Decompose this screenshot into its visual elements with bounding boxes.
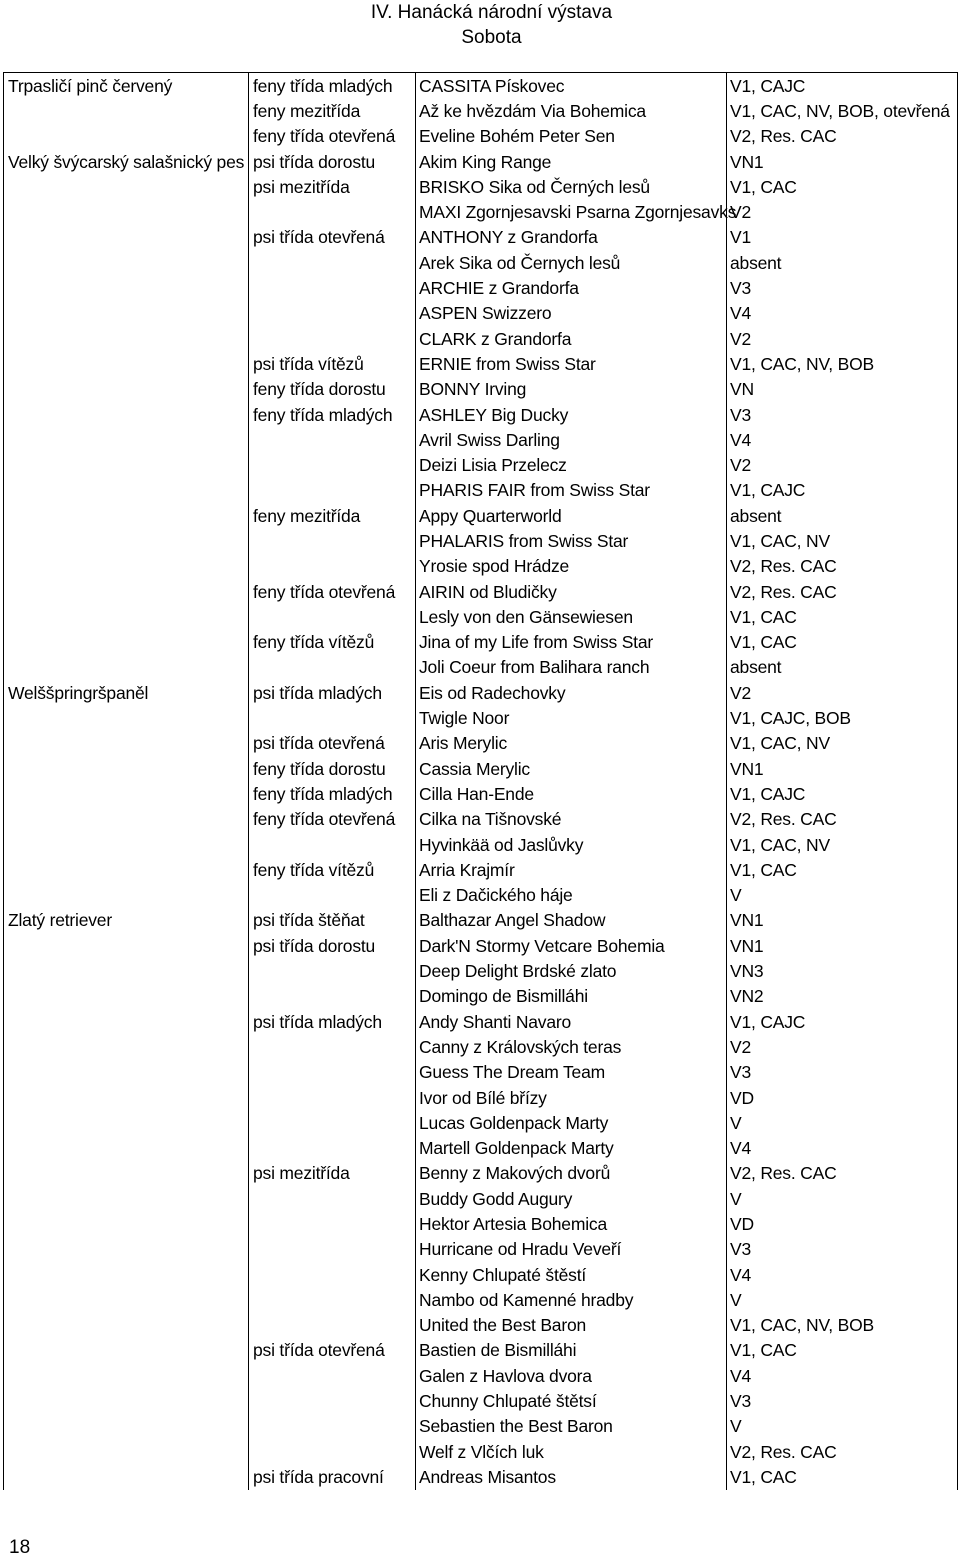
table-row (4, 958, 958, 983)
table-row (4, 705, 958, 730)
dog-name-cell: CLARK z Grandorfa (416, 326, 727, 351)
breed-cell (4, 984, 249, 1009)
table-row (4, 1085, 958, 1110)
class-cell: psi třída pracovní (249, 1464, 416, 1489)
table-row (4, 1388, 958, 1413)
class-cell (249, 478, 416, 503)
breed-cell: Zlatý retriever (4, 908, 249, 933)
table-row (4, 731, 958, 756)
class-cell (249, 1110, 416, 1135)
dog-name-cell: Deep Delight Brdské zlato (416, 958, 727, 983)
class-cell: psi mezitřída (249, 1161, 416, 1186)
dog-name-cell: Domingo de Bismilláhi (416, 984, 727, 1009)
dog-name-cell: Eis od Radechovky (416, 680, 727, 705)
class-cell (249, 604, 416, 629)
breed-cell (4, 225, 249, 250)
dog-name-cell: Dark'N Stormy Vetcare Bohemia (416, 933, 727, 958)
breed-cell (4, 1009, 249, 1034)
breed-cell (4, 275, 249, 300)
result-cell: absent (727, 655, 958, 680)
class-cell: feny mezitřída (249, 503, 416, 528)
table-row (4, 377, 958, 402)
table-row (4, 478, 958, 503)
class-cell: feny třída vítězů (249, 857, 416, 882)
dog-name-cell: Kenny Chlupaté štěstí (416, 1262, 727, 1287)
table-row (4, 630, 958, 655)
breed-cell (4, 630, 249, 655)
class-cell: feny třída otevřená (249, 579, 416, 604)
class-cell: psi mezitřída (249, 174, 416, 199)
result-cell: V1, CAJC, BOB (727, 705, 958, 730)
class-cell (249, 1313, 416, 1338)
result-cell: VN1 (727, 149, 958, 174)
dog-name-cell: Buddy Godd Augury (416, 1186, 727, 1211)
breed-cell (4, 958, 249, 983)
table-row (4, 1464, 958, 1489)
dog-name-cell: United the Best Baron (416, 1313, 727, 1338)
result-cell: V (727, 1110, 958, 1135)
class-cell: psi třída otevřená (249, 225, 416, 250)
dog-name-cell: ARCHIE z Grandorfa (416, 275, 727, 300)
dog-name-cell: Hurricane od Hradu Veveří (416, 1237, 727, 1262)
table-row (4, 1287, 958, 1312)
dog-name-cell: Benny z Makových dvorů (416, 1161, 727, 1186)
result-cell: V4 (727, 1363, 958, 1388)
breed-cell (4, 1414, 249, 1439)
page-number: 18 (9, 1537, 31, 1558)
result-cell: V4 (727, 301, 958, 326)
breed-cell (4, 427, 249, 452)
table-row (4, 301, 958, 326)
result-cell: V2 (727, 452, 958, 477)
breed-cell (4, 604, 249, 629)
page-title: IV. Hanácká národní výstava (370, 2, 613, 23)
dog-name-cell: ASHLEY Big Ducky (416, 402, 727, 427)
breed-cell (4, 1262, 249, 1287)
breed-cell (4, 1464, 249, 1489)
class-cell (249, 1034, 416, 1059)
table-row (4, 832, 958, 857)
table-row (4, 1414, 958, 1439)
dog-name-cell: Yrosie spod Hrádze (416, 554, 727, 579)
breed-cell (4, 1060, 249, 1085)
breed-cell (4, 503, 249, 528)
result-cell: VN2 (727, 984, 958, 1009)
table-row (4, 908, 958, 933)
table-row (4, 680, 958, 705)
dog-name-cell: Arria Krajmír (416, 857, 727, 882)
result-cell: V4 (727, 1262, 958, 1287)
breed-cell (4, 1439, 249, 1464)
breed-cell (4, 199, 249, 224)
class-cell: psi třída mladých (249, 680, 416, 705)
results-body (4, 73, 958, 1490)
class-cell (249, 528, 416, 553)
dog-name-cell: Twigle Noor (416, 705, 727, 730)
breed-cell (4, 250, 249, 275)
breed-cell (4, 781, 249, 806)
result-cell: V2 (727, 680, 958, 705)
table-row (4, 1034, 958, 1059)
result-cell: V3 (727, 275, 958, 300)
dog-name-cell: Avril Swiss Darling (416, 427, 727, 452)
result-cell: V2 (727, 326, 958, 351)
class-cell (249, 1237, 416, 1262)
class-cell (249, 1363, 416, 1388)
breed-cell (4, 124, 249, 149)
result-cell: VD (727, 1211, 958, 1236)
class-cell: psi třída dorostu (249, 149, 416, 174)
table-row (4, 1009, 958, 1034)
dog-name-cell: PHALARIS from Swiss Star (416, 528, 727, 553)
result-cell: V4 (727, 1135, 958, 1160)
table-row (4, 554, 958, 579)
result-cell: V2, Res. CAC (727, 1161, 958, 1186)
result-cell: V (727, 1287, 958, 1312)
table-row (4, 604, 958, 629)
breed-cell: Welššpringršpaněl (4, 680, 249, 705)
dog-name-cell: BONNY Irving (416, 377, 727, 402)
class-cell: psi třída dorostu (249, 933, 416, 958)
class-cell: psi třída otevřená (249, 1338, 416, 1363)
class-cell (249, 832, 416, 857)
table-row (4, 1338, 958, 1363)
result-cell: V3 (727, 402, 958, 427)
class-cell: feny třída otevřená (249, 124, 416, 149)
class-cell (249, 705, 416, 730)
dog-name-cell: Až ke hvězdám Via Bohemica (416, 98, 727, 123)
dog-name-cell: Lesly von den Gänsewiesen (416, 604, 727, 629)
result-cell: V (727, 1186, 958, 1211)
class-cell: psi třída mladých (249, 1009, 416, 1034)
class-cell: psi třída vítězů (249, 351, 416, 376)
breed-cell (4, 857, 249, 882)
dog-name-cell: AIRIN od Bludičky (416, 579, 727, 604)
breed-cell (4, 933, 249, 958)
table-row (4, 528, 958, 553)
result-cell: V1 (727, 225, 958, 250)
breed-cell (4, 731, 249, 756)
table-row (4, 579, 958, 604)
page-header (0, 0, 960, 50)
result-cell: VD (727, 1085, 958, 1110)
table-row (4, 124, 958, 149)
result-cell: V1, CAC (727, 174, 958, 199)
breed-cell (4, 1135, 249, 1160)
result-cell: VN1 (727, 933, 958, 958)
result-cell: V1, CAC (727, 604, 958, 629)
dog-name-cell: Nambo od Kamenné hradby (416, 1287, 727, 1312)
class-cell: feny třída mladých (249, 402, 416, 427)
table-row (4, 756, 958, 781)
breed-cell (4, 1034, 249, 1059)
table-row (4, 883, 958, 908)
result-cell: V2, Res. CAC (727, 554, 958, 579)
breed-cell (4, 326, 249, 351)
class-cell (249, 1388, 416, 1413)
dog-name-cell: Eli z Dačického háje (416, 883, 727, 908)
dog-name-cell: Andreas Misantos (416, 1464, 727, 1489)
class-cell (249, 326, 416, 351)
result-cell: V2, Res. CAC (727, 579, 958, 604)
class-cell: psi třída štěňat (249, 908, 416, 933)
result-cell: VN1 (727, 756, 958, 781)
breed-cell (4, 1110, 249, 1135)
class-cell: psi třída otevřená (249, 731, 416, 756)
result-cell: V1, CAC, NV, BOB, otevřená (727, 98, 958, 123)
class-cell (249, 984, 416, 1009)
dog-name-cell: Jina of my Life from Swiss Star (416, 630, 727, 655)
breed-cell (4, 756, 249, 781)
table-row (4, 933, 958, 958)
breed-cell: Velký švýcarský salašnický pes (4, 149, 249, 174)
dog-name-cell: ASPEN Swizzero (416, 301, 727, 326)
table-row (4, 1237, 958, 1262)
class-cell (249, 427, 416, 452)
result-cell: V1, CAC, NV, BOB (727, 1313, 958, 1338)
breed-cell (4, 402, 249, 427)
result-cell: V1, CAJC (727, 478, 958, 503)
table-row (4, 149, 958, 174)
class-cell: feny třída dorostu (249, 377, 416, 402)
dog-name-cell: Sebastien the Best Baron (416, 1414, 727, 1439)
breed-cell (4, 832, 249, 857)
table-row (4, 503, 958, 528)
class-cell: feny třída mladých (249, 73, 416, 99)
dog-name-cell: Cilka na Tišnovské (416, 807, 727, 832)
class-cell: feny třída mladých (249, 781, 416, 806)
table-row (4, 984, 958, 1009)
result-cell: V1, CAC (727, 1464, 958, 1489)
class-cell: feny třída dorostu (249, 756, 416, 781)
result-cell: V3 (727, 1388, 958, 1413)
breed-cell (4, 1186, 249, 1211)
dog-name-cell: BRISKO Sika od Černých lesů (416, 174, 727, 199)
breed-cell (4, 1287, 249, 1312)
breed-cell (4, 301, 249, 326)
result-cell: V1, CAC, NV (727, 731, 958, 756)
class-cell (249, 1211, 416, 1236)
dog-name-cell: Andy Shanti Navaro (416, 1009, 727, 1034)
result-cell: V1, CAJC (727, 1009, 958, 1034)
table-row (4, 225, 958, 250)
table-row (4, 807, 958, 832)
table-row (4, 402, 958, 427)
result-cell: V1, CAC, NV (727, 528, 958, 553)
dog-name-cell: Cilla Han-Ende (416, 781, 727, 806)
table-row (4, 655, 958, 680)
breed-cell (4, 351, 249, 376)
class-cell (249, 275, 416, 300)
dog-name-cell: Aris Merylic (416, 731, 727, 756)
result-cell: V4 (727, 427, 958, 452)
class-cell: feny třída otevřená (249, 807, 416, 832)
class-cell (249, 1135, 416, 1160)
table-row (4, 1186, 958, 1211)
class-cell (249, 250, 416, 275)
table-row (4, 1060, 958, 1085)
dog-name-cell: Hyvinkää od Jaslůvky (416, 832, 727, 857)
result-cell: V (727, 1414, 958, 1439)
result-cell: absent (727, 250, 958, 275)
class-cell: feny mezitřída (249, 98, 416, 123)
table-row (4, 781, 958, 806)
result-cell: V3 (727, 1060, 958, 1085)
table-row (4, 351, 958, 376)
dog-name-cell: ERNIE from Swiss Star (416, 351, 727, 376)
breed-cell (4, 1338, 249, 1363)
dog-name-cell: Canny z Královských teras (416, 1034, 727, 1059)
class-cell (249, 199, 416, 224)
class-cell (249, 1414, 416, 1439)
table-row (4, 1135, 958, 1160)
breed-cell (4, 579, 249, 604)
class-cell (249, 452, 416, 477)
breed-cell (4, 554, 249, 579)
dog-name-cell: Joli Coeur from Balihara ranch (416, 655, 727, 680)
result-cell: V2, Res. CAC (727, 1439, 958, 1464)
results-table (3, 72, 958, 1490)
result-cell: VN3 (727, 958, 958, 983)
result-cell: V2, Res. CAC (727, 124, 958, 149)
breed-cell (4, 377, 249, 402)
class-cell (249, 958, 416, 983)
page-subtitle: Sobota (461, 27, 522, 48)
breed-cell (4, 807, 249, 832)
dog-name-cell: Eveline Bohém Peter Sen (416, 124, 727, 149)
result-cell: VN1 (727, 908, 958, 933)
dog-name-cell: Martell Goldenpack Marty (416, 1135, 727, 1160)
result-cell: V1, CAJC (727, 73, 958, 99)
result-cell: V1, CAJC (727, 781, 958, 806)
result-cell: V1, CAC (727, 630, 958, 655)
class-cell (249, 1439, 416, 1464)
breed-cell (4, 883, 249, 908)
result-cell: VN (727, 377, 958, 402)
class-cell (249, 1085, 416, 1110)
breed-cell (4, 1161, 249, 1186)
result-cell: V2 (727, 199, 958, 224)
table-row (4, 250, 958, 275)
table-row (4, 199, 958, 224)
dog-name-cell: Chunny Chlupaté štětsí (416, 1388, 727, 1413)
dog-name-cell: Cassia Merylic (416, 756, 727, 781)
breed-cell (4, 478, 249, 503)
breed-cell (4, 1085, 249, 1110)
table-row (4, 452, 958, 477)
dog-name-cell: Galen z Havlova dvora (416, 1363, 727, 1388)
dog-name-cell: Welf z Vlčích luk (416, 1439, 727, 1464)
class-cell: feny třída vítězů (249, 630, 416, 655)
result-cell: V2, Res. CAC (727, 807, 958, 832)
breed-cell (4, 1363, 249, 1388)
dog-name-cell: Bastien de Bismilláhi (416, 1338, 727, 1363)
class-cell (249, 554, 416, 579)
result-cell: V1, CAC (727, 1338, 958, 1363)
result-cell: V1, CAC, NV, BOB (727, 351, 958, 376)
dog-name-cell: Appy Quarterworld (416, 503, 727, 528)
table-row (4, 1313, 958, 1338)
breed-cell (4, 528, 249, 553)
result-cell: V3 (727, 1237, 958, 1262)
result-cell: V1, CAC, NV (727, 832, 958, 857)
table-row (4, 1363, 958, 1388)
breed-cell (4, 1237, 249, 1262)
dog-name-cell: Arek Sika od Černych lesů (416, 250, 727, 275)
breed-cell (4, 655, 249, 680)
table-row (4, 275, 958, 300)
table-row (4, 427, 958, 452)
class-cell (249, 1060, 416, 1085)
dog-name-cell: Deizi Lisia Przelecz (416, 452, 727, 477)
result-cell: V2 (727, 1034, 958, 1059)
result-cell: absent (727, 503, 958, 528)
breed-cell (4, 1388, 249, 1413)
breed-cell (4, 1313, 249, 1338)
dog-name-cell: ANTHONY z Grandorfa (416, 225, 727, 250)
dog-name-cell: CASSITA Pískovec (416, 73, 727, 99)
table-row (4, 1161, 958, 1186)
breed-cell (4, 1211, 249, 1236)
class-cell (249, 883, 416, 908)
dog-name-cell: Balthazar Angel Shadow (416, 908, 727, 933)
breed-cell (4, 452, 249, 477)
dog-name-cell: Hektor Artesia Bohemica (416, 1211, 727, 1236)
dog-name-cell: PHARIS FAIR from Swiss Star (416, 478, 727, 503)
class-cell (249, 301, 416, 326)
class-cell (249, 1287, 416, 1312)
dog-name-cell: Akim King Range (416, 149, 727, 174)
breed-cell (4, 705, 249, 730)
table-row (4, 1439, 958, 1464)
table-row (4, 1211, 958, 1236)
table-row (4, 326, 958, 351)
class-cell (249, 1262, 416, 1287)
breed-cell: Trpasličí pinč červený (4, 73, 249, 99)
table-row (4, 73, 958, 99)
breed-cell (4, 174, 249, 199)
dog-name-cell: MAXI Zgornjesavski Psarna Zgornjesavks (416, 199, 727, 224)
class-cell (249, 655, 416, 680)
dog-name-cell: Lucas Goldenpack Marty (416, 1110, 727, 1135)
table-row (4, 1262, 958, 1287)
result-cell: V (727, 883, 958, 908)
dog-name-cell: Guess The Dream Team (416, 1060, 727, 1085)
breed-cell (4, 98, 249, 123)
table-row (4, 98, 958, 123)
table-row (4, 174, 958, 199)
dog-name-cell: Ivor od Bílé břízy (416, 1085, 727, 1110)
table-row (4, 1110, 958, 1135)
table-row (4, 857, 958, 882)
result-cell: V1, CAC (727, 857, 958, 882)
class-cell (249, 1186, 416, 1211)
